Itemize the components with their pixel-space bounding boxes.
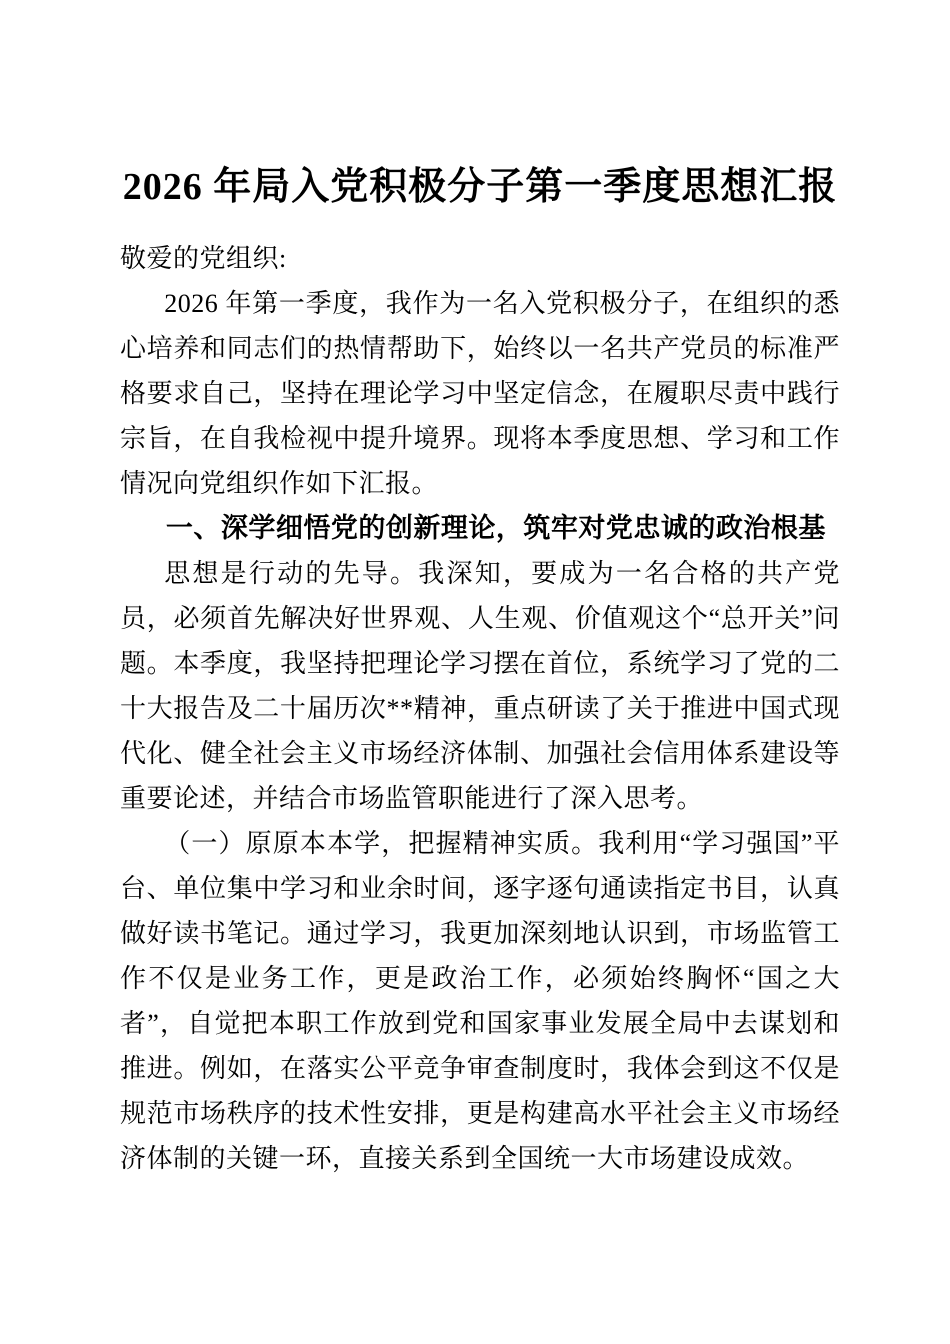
- paragraph-intro: 2026 年第一季度，我作为一名入党积极分子，在组织的悉心培养和同志们的热情帮助下，始终以一名共产党员的标准严格要求自己，坚持在理论学习中坚定信念，在履职尽责中践行宗旨，在自我检视中提升境界。现将本季度思想、学习和工作情况向党组织作如下汇报。: [120, 289, 840, 498]
- document-content: [120, 162, 840, 1181]
- section-heading-1: 一、深学细悟党的创新理论，筑牢对党忠诚的政治根基: [165, 513, 826, 543]
- document-title: 2026 年局入党积极分子第一季度思想汇报: [122, 166, 838, 208]
- paragraph-original-text-study: （一）原原本本学，把握精神实质。我利用“学习强国”平台、单位集中学习和业余时间，逐字逐句通读指定书目，认真做好读书笔记。通过学习，我更加深刻地认识到，市场监管工作不仅是业务工作，更是政治工作，必须始终胸怀“国之大者”，自觉把本职工作放到党和国家事业发展全局中去谋划和推进。例如，在落实公平竞争审查制度时，我体会到这不仅是规范市场秩序的技术性安排，更是构建高水平社会主义市场经济体制的关键一环，直接关系到全国统一大市场建设成效。: [120, 829, 840, 1173]
- paragraph-theory-study: 思想是行动的先导。我深知，要成为一名合格的共产党员，必须首先解决好世界观、人生观、价值观这个“总开关”问题。本季度，我坚持把理论学习摆在首位，系统学习了党的二十大报告及二十届历次**精神，重点研读了关于推进中国式现代化、健全社会主义市场经济体制、加强社会信用体系建设等重要论述，并结合市场监管职能进行了深入思考。: [120, 559, 840, 813]
- salutation-line: 敬爱的党组织:: [120, 244, 287, 273]
